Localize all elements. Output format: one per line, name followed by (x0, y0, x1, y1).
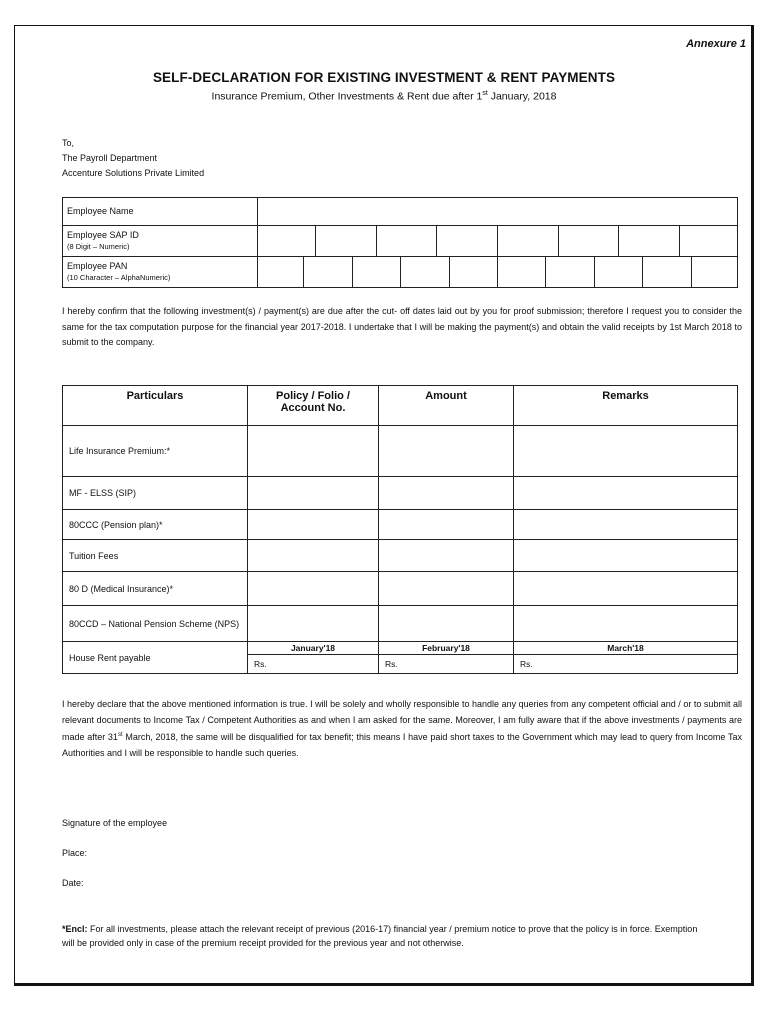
header-policy: Policy / Folio / Account No. (248, 386, 379, 426)
page-title: SELF-DECLARATION FOR EXISTING INVESTMENT & RENT PAYMENTS (152, 70, 616, 85)
remarks-cell[interactable] (514, 572, 738, 606)
confirmation-paragraph: I hereby confirm that the following investment(s) / payment(s) are due after the cut- off dates laid out by you for proof submission; therefore I request you to consider the same for the tax computation purpose for the financial year 2017-2018. I undertake that I will be making the payment(s) and obtain the valid receipts by 1st March 2018 to submit to the company. (62, 306, 742, 347)
investment-table (62, 385, 738, 674)
particular-label: Tuition Fees (63, 540, 248, 572)
signature-label: Signature of the employee (62, 818, 168, 828)
address-line: Accenture Solutions Private Limited (62, 168, 205, 178)
remarks-cell[interactable] (514, 606, 738, 642)
pan-char-box[interactable] (258, 257, 304, 287)
month-header: March'18 (514, 642, 738, 655)
sap-digit-box[interactable] (258, 226, 315, 256)
sap-digit-box[interactable] (376, 226, 437, 256)
policy-cell[interactable] (248, 477, 379, 510)
pan-char-box[interactable] (304, 257, 352, 287)
policy-cell[interactable] (248, 426, 379, 477)
annexure-label: Annexure 1 (686, 38, 746, 50)
policy-cell[interactable] (248, 606, 379, 642)
header-particulars: Particulars (63, 386, 248, 426)
pan-hint: (10 Character – AlphaNumeric) (67, 273, 171, 282)
date-label: Date: (62, 878, 84, 888)
employee-name-label: Employee Name (63, 198, 258, 226)
header-remarks: Remarks (514, 386, 738, 426)
pan-char-box[interactable] (401, 257, 449, 287)
place-label: Place: (62, 848, 88, 858)
address-line: To, (62, 138, 75, 148)
pan-char-box[interactable] (643, 257, 691, 287)
particular-label: 80CCD – National Pension Scheme (NPS) (63, 606, 248, 642)
remarks-cell[interactable] (514, 510, 738, 540)
pan-char-box[interactable] (546, 257, 594, 287)
particular-label: 80CCC (Pension plan)* (63, 510, 248, 540)
sap-digit-box[interactable] (497, 226, 558, 256)
sap-digit-box[interactable] (315, 226, 376, 256)
amount-cell[interactable] (379, 426, 514, 477)
employee-pan-label: Employee PAN (10 Character – AlphaNumeric) (63, 257, 258, 288)
address-line: The Payroll Department (62, 153, 158, 163)
policy-cell[interactable] (248, 572, 379, 606)
pan-char-box[interactable] (594, 257, 642, 287)
rent-amount-cell[interactable]: Rs. (514, 655, 738, 674)
policy-cell[interactable] (248, 510, 379, 540)
particular-label: 80 D (Medical Insurance)* (63, 572, 248, 606)
amount-cell[interactable] (379, 510, 514, 540)
pan-char-box[interactable] (352, 257, 400, 287)
sap-digit-box[interactable] (619, 226, 680, 256)
pan-char-box[interactable] (497, 257, 545, 287)
employee-name-field[interactable] (258, 198, 738, 226)
amount-cell[interactable] (379, 606, 514, 642)
house-rent-label: House Rent payable (63, 642, 248, 674)
remarks-cell[interactable] (514, 540, 738, 572)
particular-label: MF - ELSS (SIP) (63, 477, 248, 510)
header-amount: Amount (379, 386, 514, 426)
month-header: February'18 (379, 642, 514, 655)
policy-cell[interactable] (248, 540, 379, 572)
address-block (62, 136, 204, 181)
sap-hint: (8 Digit – Numeric) (67, 242, 130, 251)
declaration-paragraph: I hereby declare that the above mentioned information is true. I will be solely and wholly responsible to handle any queries from any competent official and / or to submit all relevant documents to Income Tax / Competent Authorities as and when I am asked for the same. Moreover, I am fully aware that if the above investments / payments are made after 31st March, 2018, the same will be disqualified for tax benefit; this means I have paid short taxes to the Government which may lead to query from Income Tax Authorities and I will be responsible to handle such queries. (62, 699, 742, 758)
remarks-cell[interactable] (514, 426, 738, 477)
amount-cell[interactable] (379, 477, 514, 510)
sap-digit-box[interactable] (437, 226, 498, 256)
particular-label: Life Insurance Premium:* (63, 426, 248, 477)
month-header: January'18 (248, 642, 379, 655)
rent-amount-cell[interactable]: Rs. (248, 655, 379, 674)
employee-details-table (62, 197, 738, 288)
sap-digit-box[interactable] (558, 226, 619, 256)
page-subtitle: Insurance Premium, Other Investments & Rent due after 1st January, 2018 (211, 90, 557, 103)
sap-digit-box[interactable] (680, 226, 737, 256)
employee-sap-label: Employee SAP ID (8 Digit – Numeric) (63, 226, 258, 257)
rent-amount-cell[interactable]: Rs. (379, 655, 514, 674)
pan-char-box[interactable] (691, 257, 737, 287)
enclosure-note: *Encl: For all investments, please attach the relevant receipt of previous (2016-17) financial year / premium notice to prove that the policy is in force. Exemption will be provided only in case of the premium receipt provided for the previous year and not otherwise. (62, 924, 698, 948)
amount-cell[interactable] (379, 540, 514, 572)
amount-cell[interactable] (379, 572, 514, 606)
remarks-cell[interactable] (514, 477, 738, 510)
pan-char-box[interactable] (449, 257, 497, 287)
